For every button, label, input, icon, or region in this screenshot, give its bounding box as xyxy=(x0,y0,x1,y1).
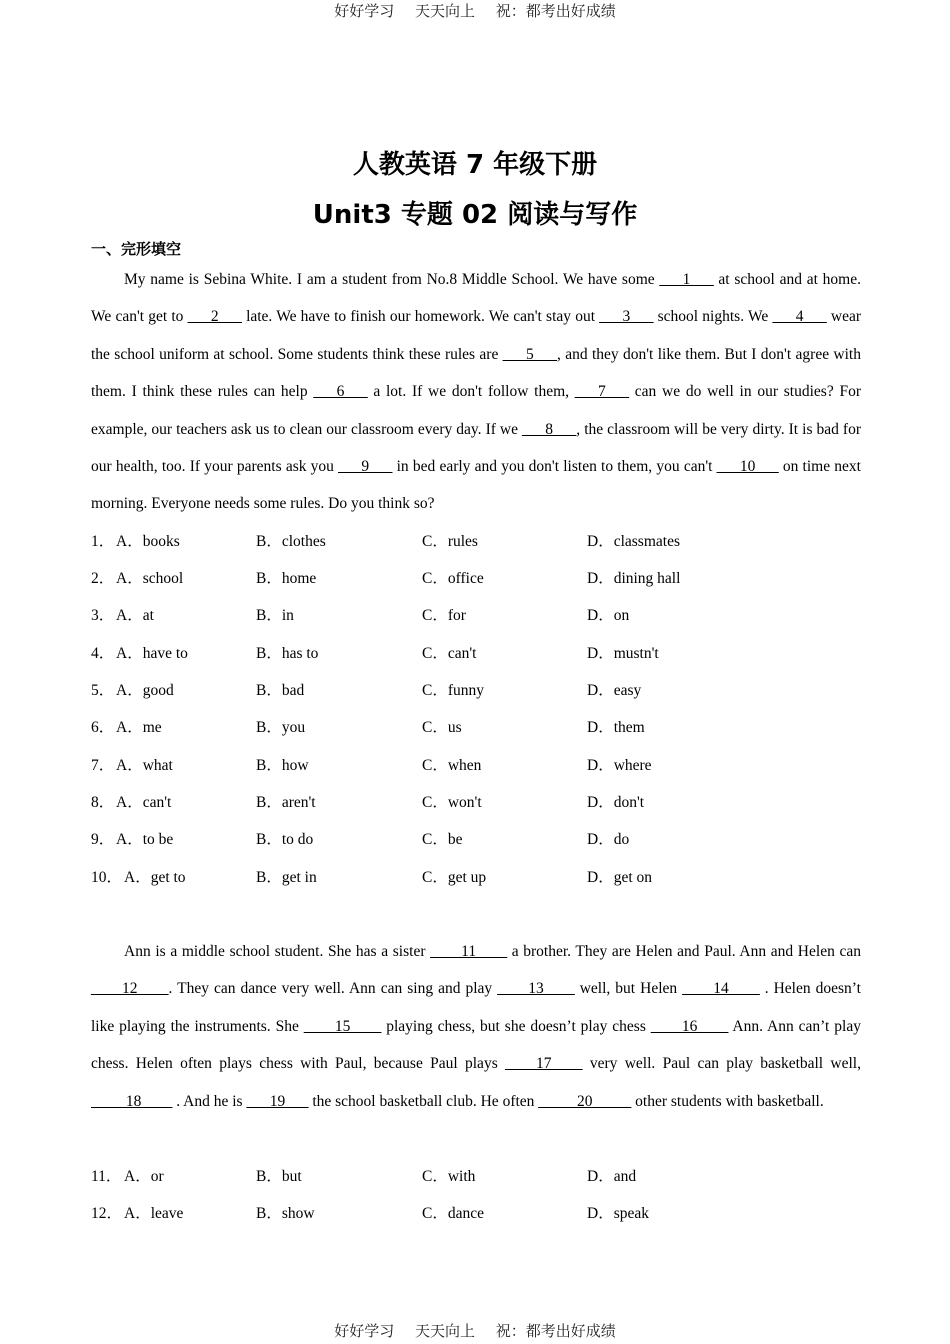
question-5: 5． A．good B．bad C．funny D．easy xyxy=(91,679,871,716)
question-7: 7． A．what B．how C．when D．where xyxy=(91,754,871,791)
option-d: D．speak xyxy=(587,1205,649,1222)
question-4: 4． A．have to B．has to C．can't D．mustn't xyxy=(91,642,871,679)
blank-11: ____11____ xyxy=(430,943,508,960)
option-a: A．school xyxy=(116,570,184,587)
header-left: 好好学习 xyxy=(334,2,395,20)
option-a: A．have to xyxy=(116,645,188,662)
page-header xyxy=(0,0,950,21)
page-title: 人教英语 7 年级下册 xyxy=(352,150,598,180)
question-3: 3． A．at B．in C．for D．on xyxy=(91,604,871,641)
option-b: B．has to xyxy=(256,645,319,662)
page-footer xyxy=(0,1320,950,1341)
blank-2: ___2___ xyxy=(187,308,242,326)
passage-1: My name is Sebina White. I am a student from No.8 Middle School. We have some ___1___ at school and at home. We can't get to ___2___ late. We have to finish our homework. We can't stay out ___3___ school nights. We ___4___ wear the school uniform at school. Some students think these rules are ___5___, and they don't like them. But I don't agree with them. I think these rules can help ___6___ a lot. If we don't follow them, ___7___ can we do well in our studies? For example, our teachers ask us to clean our classroom every day. If we ___8___, the classroom will be very dirty. It is bad for our health, too. If your parents ask you ___9___ in bed early and you don't listen to them, you can't ___10___ on time next morning. Everyone needs some rules. Do you think so? xyxy=(91,271,861,513)
blank-9: ___9___ xyxy=(338,458,393,476)
option-b: B．in xyxy=(256,607,294,624)
blank-20: _____20_____ xyxy=(538,1092,632,1110)
option-b: B．clothes xyxy=(256,533,326,550)
option-b: B．but xyxy=(256,1168,302,1185)
blank-17: ____17____ xyxy=(505,1055,583,1073)
question-8: 8． A．can't B．aren't C．won't D．don't xyxy=(91,791,871,828)
passage-2: Ann is a middle school student. She has a sister ____11____ a brother. They are Helen and Paul. Ann and Helen can ____12____. They can dance very well. Ann can sing and play ____13____ well, but Helen ____14____ . Helen doesn’t like playing the instruments. She ____15____ playing chess, but she doesn’t play chess ____16____ Ann. Ann can’t play chess. Helen often plays chess with Paul, because Paul plays ____17____ very well. Paul can play basketball well, ____18____ . And he is ___19___ the school basketball club. He often _____20_____ other students with basketball. xyxy=(91,943,861,1110)
blank-18: ____18____ xyxy=(91,1092,173,1110)
option-d: D．them xyxy=(587,719,645,736)
option-d: D．dining hall xyxy=(587,570,681,587)
option-c: C．rules xyxy=(422,533,478,550)
question-1: 1． A．books B．clothes C．rules D．classmates xyxy=(91,530,871,567)
blank-1: ___1___ xyxy=(659,271,714,288)
footer-left: 好好学习 xyxy=(334,1322,395,1340)
option-b: B．show xyxy=(256,1205,315,1222)
option-b: B．you xyxy=(256,719,306,736)
option-c: C．get up xyxy=(422,869,487,886)
option-c: C．be xyxy=(422,831,463,848)
blank-5: ___5___ xyxy=(502,345,557,363)
option-d: D．mustn't xyxy=(587,645,659,662)
option-c: C．dance xyxy=(422,1205,484,1222)
option-c: C．when xyxy=(422,757,482,774)
blank-19: ___19___ xyxy=(246,1092,309,1110)
option-b: B．to do xyxy=(256,831,314,848)
option-d: D．don't xyxy=(587,794,645,811)
option-b: B．bad xyxy=(256,682,305,699)
option-a: A．leave xyxy=(124,1205,184,1222)
option-c: C．with xyxy=(422,1168,476,1185)
question-11: 11． A．or B．but C．with D．and xyxy=(91,1165,871,1202)
option-a: A．me xyxy=(116,719,162,736)
blank-15: ____15____ xyxy=(303,1017,382,1035)
blank-16: ____16____ xyxy=(650,1017,729,1035)
question-6: 6． A．me B．you C．us D．them xyxy=(91,716,871,753)
header-right: 祝：都考出好成绩 xyxy=(495,2,616,20)
question-12: 12． A．leave B．show C．dance D．speak xyxy=(91,1202,871,1239)
option-c: C．office xyxy=(422,570,484,587)
blank-7: ___7___ xyxy=(574,383,630,401)
page-subtitle: Unit3 专题 02 阅读与写作 xyxy=(312,200,638,230)
footer-middle: 天天向上 xyxy=(414,1322,475,1340)
option-a: A．good xyxy=(116,682,174,699)
option-d: D．where xyxy=(587,757,652,774)
option-d: D．do xyxy=(587,831,630,848)
blank-14: ____14____ xyxy=(682,980,760,998)
footer-right: 祝：都考出好成绩 xyxy=(495,1322,616,1340)
question-2: 2． A．school B．home C．office D．dining hall xyxy=(91,567,871,604)
option-d: D．and xyxy=(587,1168,637,1185)
blank-10: ___10___ xyxy=(716,458,779,476)
option-b: B．aren't xyxy=(256,794,316,811)
blank-8: ___8___ xyxy=(522,420,577,438)
section-heading: 一、完形填空 xyxy=(91,240,182,258)
option-a: A．get to xyxy=(124,869,186,886)
option-b: B．home xyxy=(256,570,317,587)
question-10: 10． A．get to B．get in C．get up D．get on xyxy=(91,866,871,903)
option-d: D．get on xyxy=(587,869,653,886)
option-c: C．for xyxy=(422,607,466,624)
option-d: D．classmates xyxy=(587,533,680,550)
blank-12: ____12____ xyxy=(91,980,169,998)
blank-3: ___3___ xyxy=(599,308,654,326)
question-9: 9． A．to be B．to do C．be D．do xyxy=(91,828,871,865)
option-c: C．funny xyxy=(422,682,485,699)
blank-13: ____13____ xyxy=(497,980,575,998)
option-c: C．can't xyxy=(422,645,477,662)
option-d: D．on xyxy=(587,607,630,624)
blank-6: ___6___ xyxy=(313,383,368,401)
option-a: A．what xyxy=(116,757,173,774)
option-a: A．can't xyxy=(116,794,172,811)
option-a: A．to be xyxy=(116,831,174,848)
option-a: A．books xyxy=(116,533,180,550)
option-b: B．get in xyxy=(256,869,317,886)
option-a: A．at xyxy=(116,607,154,624)
option-a: A．or xyxy=(124,1168,164,1185)
option-c: C．won't xyxy=(422,794,482,811)
option-d: D．easy xyxy=(587,682,642,699)
option-c: C．us xyxy=(422,719,462,736)
blank-4: ___4___ xyxy=(772,308,827,326)
header-middle: 天天向上 xyxy=(414,2,475,20)
option-b: B．how xyxy=(256,757,309,774)
